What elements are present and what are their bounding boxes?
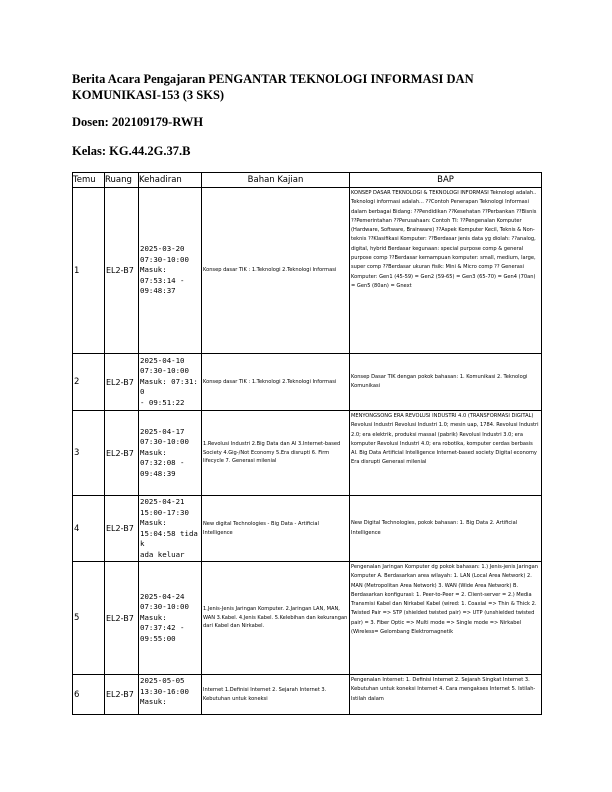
table-row [73, 675, 542, 715]
kehadiran-cell: 2025-05-05 13:30-16:00 Masuk: [139, 675, 202, 715]
document-title: Berita Acara Pengajaran PENGANTAR TEKNOLOGI INFORMASI DAN KOMUNIKASI-153 (3 SKS) [72, 72, 474, 102]
bahan-kajian-cell: Internet 1.Definisi Internet 2. Sejarah Internet 3. Kebutuhan untuk koneksi [202, 675, 350, 715]
kehadiran-cell: 2025-03-20 07:30-10:00 Masuk: 07:53:14 - 09:48:37 [139, 188, 202, 354]
table-row [73, 188, 542, 354]
ruang-cell: EL2-B7 [105, 354, 139, 411]
kehadiran-cell: 2025-04-17 07:30-10:00 Masuk: 07:32:08 - 09:48:39 [139, 411, 202, 496]
bap-cell: Pengenalan Internet: 1. Definisi Internet 2. Sejarah Singkat Internet 3. Kebutuhan untuk koneksi Internet 4. Cara mengakses Internet 5. Istilah-Istilah dalam [350, 675, 542, 715]
ruang-cell: EL2-B7 [105, 496, 139, 562]
table-row [73, 354, 542, 411]
bap-cell: KONSEP DASAR TEKNOLOGI & TEKNOLOGI INFORMASI Teknologi adalah.. Teknologi informasi adalah... ??Contoh Penerapan Teknologi Informasi dalam berbagai Bidang: ??Pendidikan ??Kesehatan ??Perbankan ??Bisnis ??Pemerintahan ??Perusahaan: Contoh TI: ??Pengenalan Komputer (Hardware, Software, Brainware) ??Aspek Komputer Kecil, Teknis & Non-teknis ??Klasifikasi Komputer: ??Berdasar jenis data yg diolah: ??analog, digital, hybrid Berdasar kegunaan: special purpose comp & general purpose comp ??Berdasar kemampuan komputer: small, medium, large, super comp ??Berdasar ukuran fisik: Mini & Micro comp ?? Generasi Komputer: Gen1 (45-59) = Gen2 (59-65) = Gen3 (65-70) = Gen4 (70an) = Gen5 (80an) = Gnext [350, 188, 542, 354]
kehadiran-cell: 2025-04-10 07:30-10:00 Masuk: 07:31:0 - 09:51:22 [139, 354, 202, 411]
ruang-cell: EL2-B7 [105, 411, 139, 496]
bap-cell: New Digital Technologies, pokok bahasan: 1. Big Data 2. Artificial Intelligence [350, 496, 542, 562]
table-row [73, 411, 542, 496]
ruang-cell: EL2-B7 [105, 188, 139, 354]
temu-cell: 3 [73, 411, 105, 496]
dosen-label: Dosen: 202109179-RWH [72, 115, 204, 129]
col-header-bap: BAP [350, 173, 542, 188]
ruang-cell: EL2-B7 [105, 562, 139, 675]
col-header-kehadiran: Kehadiran [139, 173, 202, 188]
table-row [73, 562, 542, 675]
bahan-kajian-cell: Konsep dasar TIK : 1.Teknologi 2.Teknologi Informasi [202, 354, 350, 411]
temu-cell: 1 [73, 188, 105, 354]
ruang-cell: EL2-B7 [105, 675, 139, 715]
table-row [73, 496, 542, 562]
bap-table [72, 172, 542, 715]
bahan-kajian-cell: 1.Jenis-Jenis Jaringan Komputer. 2.Jaringan LAN, MAN, WAN 3.Kabel. 4.Jenis Kabel. 5.Kelebihan dan kekurangan dari Kabel dan Nirkabel. [202, 562, 350, 675]
col-header-ruang: Ruang [105, 173, 139, 188]
bap-cell: Konsep Dasar TIK dengan pokok bahasan: 1. Komunikasi 2. Teknologi Komunikasi [350, 354, 542, 411]
bap-cell: MENYONGSONG ERA REVOLUSI INDUSTRI 4.0 (TRANSFORMASI DIGITAL) Revolusi Industri Revolusi Industri 1.0; mesin uap, 1784. Revolusi Industri 2.0; era elektrik, produksi massal (pabrik) Revolusi Industri 3.0; era komputer Revolusi Industri 4.0; era robotika, komputer cerdas berbasis AI. Big Data Artificial Intelligence Internet-based society Digital economy Era disrupti Generasi milenial [350, 411, 542, 496]
bahan-kajian-cell: New digital Technologies - Big Data - Artificial Intelligence [202, 496, 350, 562]
bahan-kajian-cell: 1.Revolusi Industri 2.Big Data dan AI 3.Internet-based Society 4.Gig-/Not Economy 5.Era disrupti 6. Firm lifecycle 7. Generasi milenial [202, 411, 350, 496]
kehadiran-cell: 2025-04-24 07:30-10:00 Masuk: 07:37:42 - 09:55:00 [139, 562, 202, 675]
bap-cell: Pengenalan Jaringan Komputer dg pokok bahasan: 1.) Jenis-jenis Jaringan Komputer A. Berdasarkan area wilayah: 1. LAN (Local Area Network) 2. MAN (Metropolitan Area Network) 3. WAN (Wide Area Network) B. Berdasarkan konfigurasi: 1. Peer-to-Peer = 2. Client-server = 2.) Media Transmisi Kabel dan Nirkabel Kabel (wired: 1. Coaxial => Thin & Thick 2. Twisted Pair => STP (shielded twisted pair) => UTP (unshielded twisted pair) = 3. Fiber Optic => Multi mode => Single mode => Nirkabel (Wireless= Gelombang Elektromagnetik [350, 562, 542, 675]
temu-cell: 6 [73, 675, 105, 715]
temu-cell: 5 [73, 562, 105, 675]
col-header-temu: Temu [73, 173, 105, 188]
kelas-label: Kelas: KG.44.2G.37.B [72, 144, 191, 158]
col-header-bahan-kajian: Bahan Kajian [202, 173, 350, 188]
kehadiran-cell: 2025-04-21 15:00-17:30 Masuk: 15:04:58 tidak ada keluar [139, 496, 202, 562]
temu-cell: 4 [73, 496, 105, 562]
temu-cell: 2 [73, 354, 105, 411]
table-header-row [73, 173, 542, 188]
bahan-kajian-cell: Konsep dasar TIK : 1.Teknologi 2.Teknologi Informasi [202, 188, 350, 354]
